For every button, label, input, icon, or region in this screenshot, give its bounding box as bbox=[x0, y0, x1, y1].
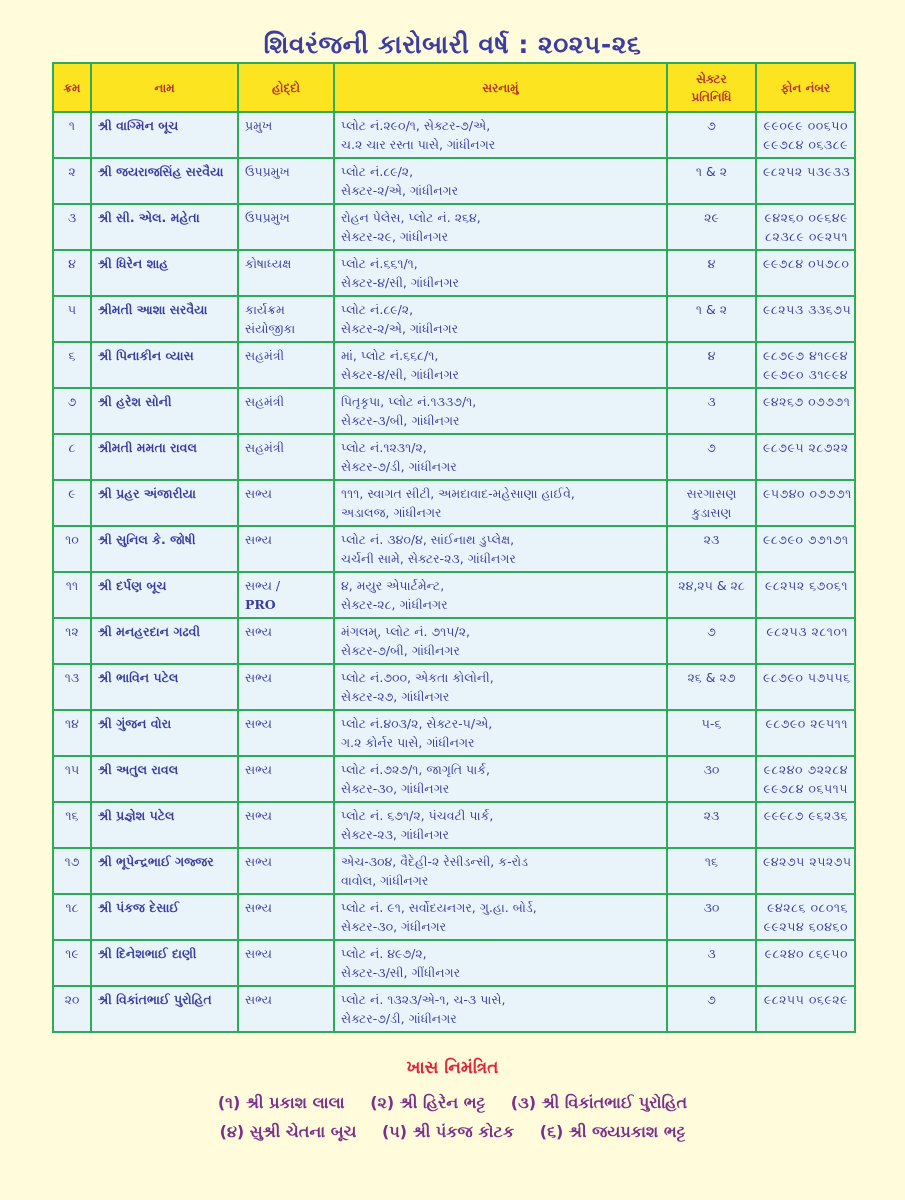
post-line: સહમંત્રી bbox=[245, 394, 285, 409]
member-name: શ્રી વાગ્મિન બૂચ bbox=[91, 112, 238, 158]
member-post bbox=[238, 342, 334, 388]
phone-line: ૯૯૭૮૪ ૦૬૫૧૫ bbox=[763, 781, 848, 796]
post-line: ઉપપ્રમુખ bbox=[245, 164, 290, 179]
header-sector-line1: સેક્ટર bbox=[696, 71, 727, 86]
member-address bbox=[334, 848, 667, 894]
member-address bbox=[334, 986, 667, 1032]
serial-number: ૧૧ bbox=[53, 572, 91, 618]
member-post bbox=[238, 158, 334, 204]
table-row bbox=[53, 572, 855, 618]
serial-number: ૪ bbox=[53, 250, 91, 296]
invitee: (૨) શ્રી હિરેન ભટ્ટ bbox=[370, 1093, 486, 1112]
member-post bbox=[238, 756, 334, 802]
serial-number: ૬ bbox=[53, 342, 91, 388]
address-line: વાવોલ, ગાંધીનગર bbox=[341, 873, 429, 888]
member-name: શ્રી વિકાંતભાઈ પુરોહિત bbox=[91, 986, 238, 1032]
member-name: શ્રીમતી આશા સરવૈયા bbox=[91, 296, 238, 342]
member-name: શ્રી સી. એલ. મહેતા bbox=[91, 204, 238, 250]
post-line: ઉપપ્રમુખ bbox=[245, 210, 290, 225]
phone-line: ૯૯૭૯૦ ૩૧૯૯૪ bbox=[763, 367, 848, 382]
special-invitees-heading: ખાસ નિમંત્રિત bbox=[406, 1058, 499, 1078]
table-row bbox=[53, 710, 855, 756]
table-row bbox=[53, 296, 855, 342]
address-line: સેક્ટર-૨/એ, ગાંધીનગર bbox=[341, 321, 459, 336]
serial-number: ૧૦ bbox=[53, 526, 91, 572]
address-line: સેક્ટર-૨/એ, ગાંધીનગર bbox=[341, 183, 459, 198]
address-line: પ્લોટ નં.૭૨૭/૧, જાગૃતિ પાર્ક, bbox=[341, 762, 490, 777]
serial-number: ૧ bbox=[53, 112, 91, 158]
header-kram: ક્રમ bbox=[53, 63, 91, 112]
invitee: (૧) શ્રી પ્રકાશ લાલા bbox=[217, 1093, 345, 1112]
table-row bbox=[53, 388, 855, 434]
address-line: સેક્ટર-૨૮, ગાંધીનગર bbox=[341, 597, 448, 612]
phone-line: ૯૪૨૬૭ ૦૭૭૭૧ bbox=[763, 394, 851, 409]
sector-line: ૨૩ bbox=[703, 532, 720, 547]
phone-line: ૯૮૨૫૨ ૬૭૦૬૧ bbox=[765, 578, 848, 593]
member-address bbox=[334, 756, 667, 802]
phone-number bbox=[756, 572, 855, 618]
phone-line: ૯૯૯૮૭ ૯૬૨૩૬ bbox=[763, 808, 848, 823]
table-row bbox=[53, 802, 855, 848]
address-line: એચ-૩૦૪, વૈદેહી-૨ રેસીડન્સી, ક-રોડ bbox=[341, 854, 529, 869]
member-address bbox=[334, 480, 667, 526]
address-line: પ્લોટ નં.૪૦૩/૨, સેક્ટર-૫/એ, bbox=[341, 716, 493, 731]
post-line: પ્રમુખ bbox=[245, 118, 273, 133]
table-row bbox=[53, 756, 855, 802]
sector-representative bbox=[667, 572, 756, 618]
member-name: શ્રી ભૂપેન્દ્રભાઈ ગજ્જર bbox=[91, 848, 238, 894]
header-post: હોદ્દો bbox=[238, 63, 334, 112]
header-sector-line2: પ્રતિનિધિ bbox=[691, 89, 732, 104]
sector-representative bbox=[667, 112, 756, 158]
phone-line: ૯૮૭૯૦ ૫૭૫૫૬ bbox=[763, 670, 851, 685]
committee-table bbox=[52, 62, 856, 1033]
address-line: પ્લોટ નં.૬૬૧/૧, bbox=[341, 256, 418, 271]
sector-representative bbox=[667, 618, 756, 664]
phone-line: ૯૮૭૯૭ ૪૧૯૯૪ bbox=[763, 348, 848, 363]
phone-number bbox=[756, 158, 855, 204]
phone-number bbox=[756, 894, 855, 940]
serial-number: ૮ bbox=[53, 434, 91, 480]
member-name: શ્રી દિનેશભાઈ દાણી bbox=[91, 940, 238, 986]
table-row bbox=[53, 480, 855, 526]
phone-number bbox=[756, 388, 855, 434]
member-address bbox=[334, 342, 667, 388]
phone-line: ૯૮૨૪૦ ૭૨૨૮૪ bbox=[763, 762, 848, 777]
sector-line: ૪ bbox=[707, 256, 716, 271]
header-phone: ફોન નંબર bbox=[756, 63, 855, 112]
phone-number bbox=[756, 526, 855, 572]
address-line: સેક્ટર-૩૦, ગાંધીનગર bbox=[341, 781, 450, 796]
address-line: પ્લોટ નં. ૩૪૦/૪, સાંઈનાથ ડુપ્લેક્ષ, bbox=[341, 532, 515, 547]
phone-number bbox=[756, 250, 855, 296]
phone-line: ૯૮૨૫૩ ૩૩૬૭૫ bbox=[763, 302, 852, 317]
header-address: સરનામું bbox=[334, 63, 667, 112]
table-row bbox=[53, 848, 855, 894]
sector-representative bbox=[667, 986, 756, 1032]
member-post bbox=[238, 572, 334, 618]
phone-line: ૯૮૭૯૦ ૨૯૫૧૧ bbox=[765, 716, 848, 731]
member-post bbox=[238, 710, 334, 756]
address-line: અડાલજ, ગાંધીનગર bbox=[341, 505, 442, 520]
member-name: શ્રી સુનિલ કે. જોષી bbox=[91, 526, 238, 572]
sector-line: ૨૩ bbox=[703, 808, 720, 823]
post-line: સભ્ય / bbox=[245, 578, 281, 593]
page-title: શિવરંજની કારોબારી વર્ષ : ૨૦૨૫-૨૬ bbox=[263, 30, 642, 59]
phone-number bbox=[756, 204, 855, 250]
post-line: સભ્ય bbox=[245, 532, 272, 547]
serial-number: ૩ bbox=[53, 204, 91, 250]
member-post bbox=[238, 894, 334, 940]
table-row bbox=[53, 250, 855, 296]
sector-line: ૭ bbox=[707, 118, 716, 133]
member-post bbox=[238, 480, 334, 526]
post-line: સભ્ય bbox=[245, 486, 272, 501]
sector-representative bbox=[667, 802, 756, 848]
member-name: શ્રીમતી મમતા રાવલ bbox=[91, 434, 238, 480]
serial-number: ૫ bbox=[53, 296, 91, 342]
post-line: સંયોજીકા bbox=[245, 321, 296, 336]
address-line: સેક્ટર-૩/સી, ગીંધીનગર bbox=[341, 965, 461, 980]
member-name: શ્રી પ્રહર અંજારીયા bbox=[91, 480, 238, 526]
serial-number: ૧૬ bbox=[53, 802, 91, 848]
sector-line: ૨૬ & ૨૭ bbox=[687, 670, 736, 685]
sector-representative bbox=[667, 526, 756, 572]
sector-line: સરગાસણ bbox=[686, 486, 737, 501]
post-line: સભ્ય bbox=[245, 854, 272, 869]
address-line: સેક્ટર-૨૭, ગાંધીનગર bbox=[341, 689, 450, 704]
post-line: સભ્ય bbox=[245, 992, 272, 1007]
member-address bbox=[334, 802, 667, 848]
table-row bbox=[53, 894, 855, 940]
address-line: સેક્ટર-૭/ડી, ગાંધીનગર bbox=[341, 1011, 457, 1026]
member-post bbox=[238, 526, 334, 572]
address-line: ગ.૨ કોર્નર પાસે, ગાંધીનગર bbox=[341, 735, 475, 750]
address-line: પ્લોટ નં. ૧૩૨૩/એ-૧, ચ-૩ પાસે, bbox=[341, 992, 506, 1007]
phone-number bbox=[756, 480, 855, 526]
table-row bbox=[53, 940, 855, 986]
member-post bbox=[238, 940, 334, 986]
sector-representative bbox=[667, 158, 756, 204]
member-post bbox=[238, 434, 334, 480]
phone-number bbox=[756, 296, 855, 342]
phone-number bbox=[756, 802, 855, 848]
serial-number: ૧૪ bbox=[53, 710, 91, 756]
post-line: સભ્ય bbox=[245, 670, 272, 685]
sector-line: ૧ & ૨ bbox=[695, 302, 728, 317]
address-line: મંગલમ્, પ્લોટ નં. ૭૧૫/૨, bbox=[341, 624, 471, 639]
sector-representative bbox=[667, 342, 756, 388]
member-post bbox=[238, 296, 334, 342]
member-name: શ્રી પિનાકીન વ્યાસ bbox=[91, 342, 238, 388]
phone-line: ૯૫૭૪૦ ૦૭૭૭૧ bbox=[763, 486, 852, 501]
sector-representative bbox=[667, 756, 756, 802]
table-header-row bbox=[53, 63, 855, 112]
phone-number bbox=[756, 618, 855, 664]
sector-line: ૭ bbox=[707, 440, 716, 455]
sector-line: ૨૯ bbox=[704, 210, 719, 225]
phone-line: ૯૮૭૯૫ ૨૮૭૨૨ bbox=[763, 440, 849, 455]
table-row bbox=[53, 112, 855, 158]
phone-number bbox=[756, 756, 855, 802]
invitee: (૫) શ્રી પંકજ કોટક bbox=[381, 1122, 515, 1141]
sector-line: ૧ & ૨ bbox=[695, 164, 728, 179]
header-name: નામ bbox=[91, 63, 238, 112]
phone-number bbox=[756, 848, 855, 894]
serial-number: ૧૨ bbox=[53, 618, 91, 664]
member-post bbox=[238, 802, 334, 848]
sector-line: ૩ bbox=[707, 394, 716, 409]
member-address bbox=[334, 710, 667, 756]
member-address bbox=[334, 526, 667, 572]
phone-line: ૯૮૨૫૩ ૨૮૧૦૧ bbox=[766, 624, 848, 639]
sector-representative bbox=[667, 388, 756, 434]
sector-representative bbox=[667, 894, 756, 940]
address-line: સેક્ટર-૩/બી, ગાંધીનગર bbox=[341, 413, 460, 428]
phone-line: ૯૯૦૯૯ ૦૦૬૫૦ bbox=[763, 118, 848, 133]
phone-line: ૯૪૨૮૬ ૦૮૦૧૬ bbox=[767, 900, 848, 915]
address-line: પ્લોટ નં.૨૯૦/૧, સેક્ટર-૭/એ, bbox=[341, 118, 491, 133]
table-row bbox=[53, 434, 855, 480]
serial-number: ૧૫ bbox=[53, 756, 91, 802]
post-line: સભ્ય bbox=[245, 808, 272, 823]
phone-number bbox=[756, 940, 855, 986]
member-address bbox=[334, 618, 667, 664]
member-post bbox=[238, 388, 334, 434]
member-post bbox=[238, 204, 334, 250]
member-post bbox=[238, 664, 334, 710]
serial-number: ૯ bbox=[53, 480, 91, 526]
phone-number bbox=[756, 664, 855, 710]
invitee: (૪) સુશ્રી ચેતના બૂચ bbox=[219, 1122, 357, 1141]
member-post bbox=[238, 986, 334, 1032]
member-address bbox=[334, 296, 667, 342]
member-address bbox=[334, 940, 667, 986]
sector-representative bbox=[667, 204, 756, 250]
phone-line: ૯૯૨૫૪ ૬૦૪૬૦ bbox=[763, 919, 848, 934]
address-line: પ્લોટ નં. ૪૯૭/૨, bbox=[341, 946, 427, 961]
post-line: સભ્ય bbox=[245, 716, 272, 731]
post-line: સભ્ય bbox=[245, 624, 272, 639]
member-name: શ્રી ગુંજન વોરા bbox=[91, 710, 238, 756]
phone-number bbox=[756, 986, 855, 1032]
serial-number: ૧૩ bbox=[53, 664, 91, 710]
table-row bbox=[53, 986, 855, 1032]
address-line: ચ.૨ ચાર રસ્તા પાસે, ગાંધીનગર bbox=[341, 137, 496, 152]
address-line: ૧૧૧, સ્વાગત સીટી, અમદાવાદ-મહેસાણા હાઈવે, bbox=[341, 486, 575, 501]
post-line: સભ્ય bbox=[245, 946, 272, 961]
sector-representative bbox=[667, 664, 756, 710]
phone-line: ૯૮૨૫૨ ૫૩૯૩૩ bbox=[763, 164, 851, 179]
serial-number: ૭ bbox=[53, 388, 91, 434]
special-invitees-line-1 bbox=[0, 1093, 905, 1113]
post-line: સભ્ય bbox=[245, 762, 272, 777]
table-row bbox=[53, 342, 855, 388]
sector-line: ૫-૬ bbox=[701, 716, 722, 731]
phone-line: ૯૪૨૬૦ ૦૯૬૪૯ bbox=[764, 210, 848, 225]
address-line: પ્લોટ નં. ૬૭૧/૨, પંચવટી પાર્ક, bbox=[341, 808, 494, 823]
serial-number: ૨૦ bbox=[53, 986, 91, 1032]
address-line: સેક્ટર-૭/ડી, ગાંધીનગર bbox=[341, 459, 457, 474]
sector-representative bbox=[667, 434, 756, 480]
phone-number bbox=[756, 112, 855, 158]
member-address bbox=[334, 250, 667, 296]
phone-line: ૯૮૨૫૫ ૦૬૯૨૯ bbox=[763, 992, 848, 1007]
sector-line: ૩ bbox=[707, 946, 716, 961]
sector-line: ૧૬ bbox=[704, 854, 719, 869]
sector-representative bbox=[667, 848, 756, 894]
member-post bbox=[238, 848, 334, 894]
member-address bbox=[334, 572, 667, 618]
phone-line: ૯૮૭૯૦ ૭૭૧૭૧ bbox=[763, 532, 849, 547]
member-name: શ્રી પ્રજ્ઞેશ પટેલ bbox=[91, 802, 238, 848]
post-line: સભ્ય bbox=[245, 900, 272, 915]
post-line: સહમંત્રી bbox=[245, 348, 285, 363]
sector-line: ૩૦ bbox=[703, 762, 720, 777]
sector-line: ૭ bbox=[707, 624, 716, 639]
serial-number: ૧૮ bbox=[53, 894, 91, 940]
table-row bbox=[53, 204, 855, 250]
member-name: શ્રી ભાવિન પટેલ bbox=[91, 664, 238, 710]
member-name: શ્રી હરેશ સોની bbox=[91, 388, 238, 434]
phone-number bbox=[756, 434, 855, 480]
sector-line: ૩૦ bbox=[703, 900, 720, 915]
member-address bbox=[334, 894, 667, 940]
sector-line: કુડાસણ bbox=[691, 505, 732, 520]
member-name: શ્રી જયરાજસિંહ સરવૈયા bbox=[91, 158, 238, 204]
address-line: પ્લોટ નં.૧૨૩૧/૨, bbox=[341, 440, 427, 455]
phone-line: ૯૪૨૭૫ ૨૫૨૭૫ bbox=[763, 854, 852, 869]
member-name: શ્રી મનહરદાન ગઢવી bbox=[91, 618, 238, 664]
invitee: (૬) શ્રી જયપ્રકાશ ભટ્ટ bbox=[539, 1122, 686, 1141]
sector-representative bbox=[667, 480, 756, 526]
phone-number bbox=[756, 710, 855, 756]
address-line: સેક્ટર-૪/સી, ગાંધીનગર bbox=[341, 367, 460, 382]
table-body bbox=[53, 112, 855, 1032]
member-post bbox=[238, 250, 334, 296]
address-line: સેક્ટર-૭/બી, ગાંધીનગર bbox=[341, 643, 460, 658]
address-line: ચર્ચની સામે, સેક્ટર-૨૩, ગાંધીનગર bbox=[341, 551, 516, 566]
member-name: શ્રી દર્પણ બૂચ bbox=[91, 572, 238, 618]
sector-representative bbox=[667, 250, 756, 296]
address-line: સેક્ટર-૪/સી, ગાંધીનગર bbox=[341, 275, 460, 290]
post-line: સહમંત્રી bbox=[245, 440, 285, 455]
post-line: PRO bbox=[245, 597, 276, 612]
member-address bbox=[334, 388, 667, 434]
table-row bbox=[53, 526, 855, 572]
invitee: (૩) શ્રી વિકાંતભાઈ પુરોહિત bbox=[510, 1093, 688, 1112]
member-name: શ્રી પંકજ દેસાઈ bbox=[91, 894, 238, 940]
address-line: સેક્ટર-૨૯, ગાંધીનગર bbox=[341, 229, 449, 244]
table-row bbox=[53, 618, 855, 664]
phone-line: ૯૯૭૮૪ ૦૫૭૮૦ bbox=[763, 256, 850, 271]
post-line: કાર્યક્રમ bbox=[245, 302, 285, 317]
member-address bbox=[334, 112, 667, 158]
address-line: પ્લોટ નં.૮૯/૨, bbox=[341, 302, 414, 317]
sector-representative bbox=[667, 296, 756, 342]
phone-line: ૮૨૩૮૯ ૦૯૨૫૧ bbox=[765, 229, 848, 244]
address-line: પ્લોટ નં.૮૯/૨, bbox=[341, 164, 414, 179]
member-name: શ્રી ધિરેન શાહ bbox=[91, 250, 238, 296]
address-line: પ્લોટ નં.૭૦૦, એકતા કોલોની, bbox=[341, 670, 494, 685]
sector-line: ૭ bbox=[707, 992, 716, 1007]
address-line: ૪, મયુર એપાર્ટમેન્ટ, bbox=[341, 578, 445, 593]
sector-representative bbox=[667, 710, 756, 756]
member-address bbox=[334, 434, 667, 480]
member-address bbox=[334, 204, 667, 250]
serial-number: ૧૯ bbox=[53, 940, 91, 986]
phone-line: ૯૯૭૮૪ ૦૬૩૮૯ bbox=[763, 137, 848, 152]
member-name: શ્રી અતુલ રાવલ bbox=[91, 756, 238, 802]
sector-line: ૪ bbox=[707, 348, 716, 363]
table-row bbox=[53, 158, 855, 204]
special-invitees-line-2 bbox=[0, 1122, 905, 1142]
serial-number: ૧૭ bbox=[53, 848, 91, 894]
address-line: માં, પ્લોટ નં.૬૬૮/૧, bbox=[341, 348, 439, 363]
serial-number: ૨ bbox=[53, 158, 91, 204]
address-line: પ્લોટ નં. ૯૧, સર્વોદયનગર, ગુ.હા. બોર્ડ, bbox=[341, 900, 537, 915]
phone-line: ૯૮૨૪૦ ૮૬૯૫૦ bbox=[764, 946, 848, 961]
sector-representative bbox=[667, 940, 756, 986]
member-address bbox=[334, 158, 667, 204]
member-address bbox=[334, 664, 667, 710]
phone-number bbox=[756, 342, 855, 388]
header-sector bbox=[667, 63, 756, 112]
address-line: પિતૃકૃપા, પ્લોટ નં.૧૩૩૭/૧, bbox=[341, 394, 477, 409]
sector-line: ૨૪,૨૫ & ૨૮ bbox=[678, 578, 745, 593]
address-line: રોહન પેલેસ, પ્લોટ નં. ૨૬૪, bbox=[341, 210, 481, 225]
address-line: સેક્ટર-૨૩, ગાંધીનગર bbox=[341, 827, 450, 842]
member-post bbox=[238, 618, 334, 664]
member-post bbox=[238, 112, 334, 158]
post-line: કોષાધ્યક્ષ bbox=[245, 256, 292, 271]
table-row bbox=[53, 664, 855, 710]
address-line: સેક્ટર-૩૦, ગંધીનગર bbox=[341, 919, 447, 934]
